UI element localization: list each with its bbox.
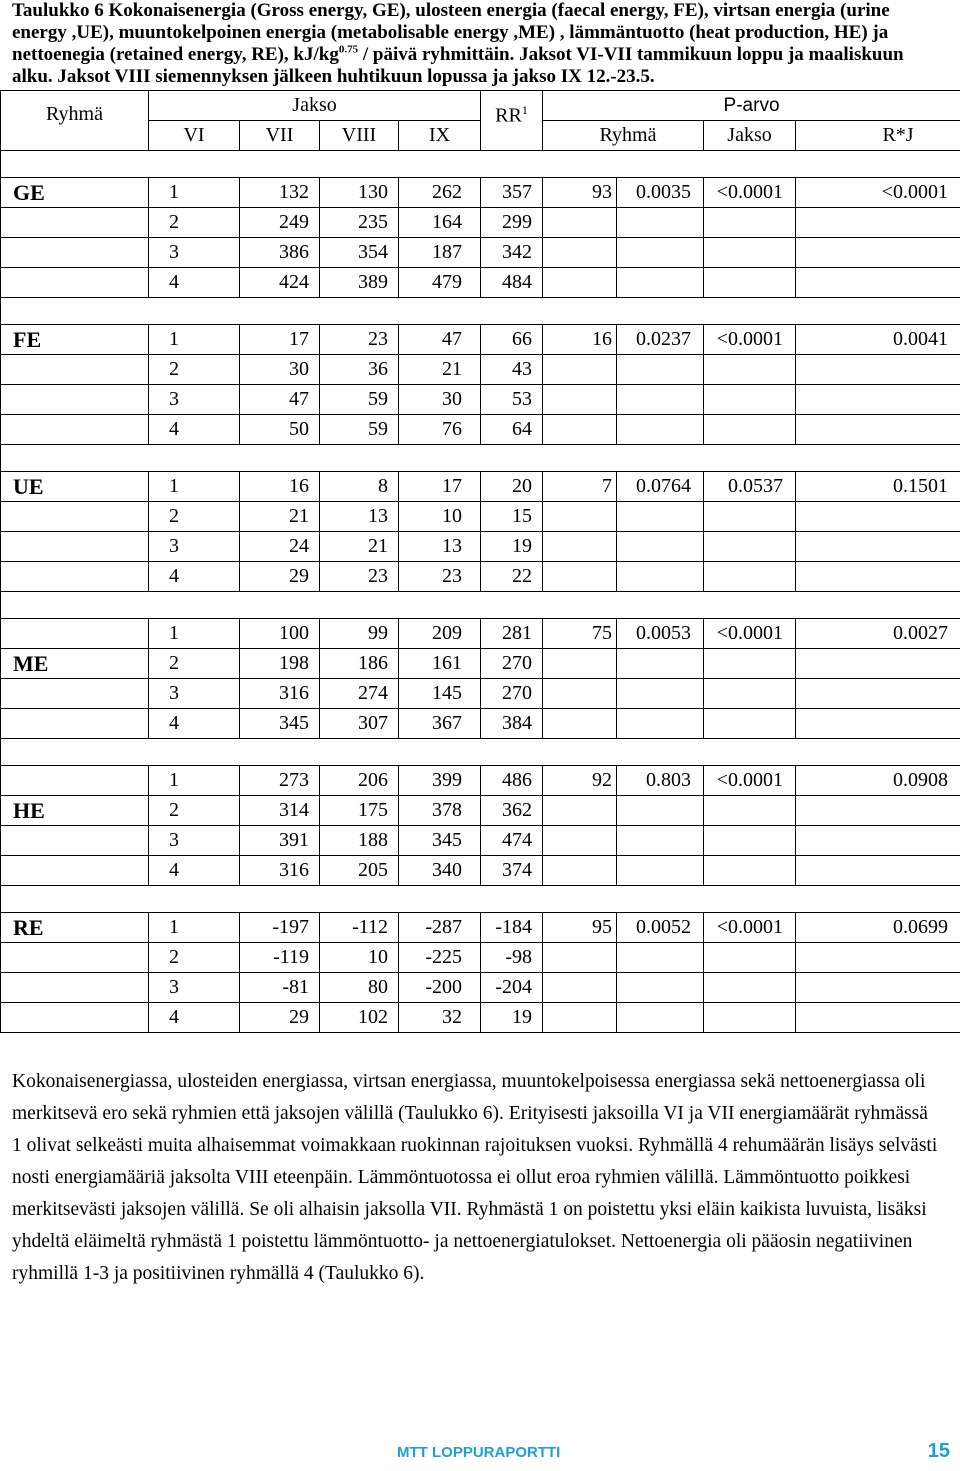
group-spacer-cell — [1, 298, 960, 325]
p-ryhma-cell — [617, 649, 704, 679]
p-ryhma-cell — [617, 856, 704, 886]
period-value-cell: 8 — [320, 472, 399, 502]
p-jakso-cell — [704, 385, 796, 415]
period-value-cell: 23 — [320, 325, 399, 355]
rr-value-cell — [543, 502, 617, 532]
footer-report-name: MTT LOPPURAPORTTI — [397, 1444, 561, 1461]
period-value-cell: 314 — [240, 796, 320, 826]
group-number-cell: 3 — [149, 973, 240, 1003]
table-row — [1, 268, 960, 298]
p-ryhma-cell — [617, 709, 704, 739]
p-rj-cell: 0.0041 — [796, 325, 960, 355]
period-value-cell: 24 — [240, 532, 320, 562]
p-ryhma-cell: 0.0052 — [617, 913, 704, 943]
p-jakso-cell — [704, 268, 796, 298]
group-number-cell: 3 — [149, 532, 240, 562]
period-value-cell: 206 — [320, 766, 399, 796]
p-ryhma-cell — [617, 679, 704, 709]
p-rj-cell — [796, 856, 960, 886]
table-row — [1, 649, 960, 679]
group-label-cell: HE — [1, 796, 149, 826]
rr-value-cell — [543, 238, 617, 268]
header-p-rj: R*J — [796, 121, 960, 151]
group-spacer-row — [1, 592, 960, 619]
table-row — [1, 1003, 960, 1033]
p-rj-cell — [796, 649, 960, 679]
period-value-cell: 345 — [399, 826, 481, 856]
p-jakso-cell — [704, 943, 796, 973]
group-label-cell — [1, 238, 149, 268]
table-row — [1, 709, 960, 739]
energy-table — [0, 90, 960, 1033]
period-value-cell: 17 — [240, 325, 320, 355]
rr-value-cell — [543, 856, 617, 886]
group-number-cell: 4 — [149, 709, 240, 739]
group-spacer-cell — [1, 886, 960, 913]
period-value-cell: 273 — [240, 766, 320, 796]
group-label-cell: RE — [1, 913, 149, 943]
period-value-cell: 59 — [320, 385, 399, 415]
rr-value-cell — [543, 649, 617, 679]
period-value-cell: 36 — [320, 355, 399, 385]
period-value-cell: 479 — [399, 268, 481, 298]
p-ryhma-cell — [617, 268, 704, 298]
rr-value-cell — [543, 1003, 617, 1033]
period-value-cell: 99 — [320, 619, 399, 649]
group-label-cell — [1, 766, 149, 796]
group-spacer-row — [1, 886, 960, 913]
period-value-cell: 29 — [240, 1003, 320, 1033]
group-label-cell — [1, 856, 149, 886]
rr-value-cell — [543, 796, 617, 826]
group-number-cell: 1 — [149, 766, 240, 796]
p-jakso-cell — [704, 1003, 796, 1033]
group-spacer-row — [1, 298, 960, 325]
p-rj-cell — [796, 1003, 960, 1033]
period-value-cell: 281 — [481, 619, 543, 649]
period-value-cell: 13 — [399, 532, 481, 562]
p-jakso-cell: <0.0001 — [704, 178, 796, 208]
group-label-cell — [1, 709, 149, 739]
group-spacer-row — [1, 445, 960, 472]
group-spacer-cell — [1, 739, 960, 766]
period-value-cell: 66 — [481, 325, 543, 355]
group-number-cell: 4 — [149, 856, 240, 886]
period-value-cell: 21 — [320, 532, 399, 562]
group-number-cell: 2 — [149, 502, 240, 532]
period-value-cell: 16 — [240, 472, 320, 502]
p-ryhma-cell — [617, 502, 704, 532]
header-period-vii: VII — [240, 121, 320, 151]
p-ryhma-cell — [617, 1003, 704, 1033]
table-row — [1, 619, 960, 649]
rr-value-cell — [543, 943, 617, 973]
p-jakso-cell — [704, 238, 796, 268]
period-value-cell: 384 — [481, 709, 543, 739]
p-jakso-cell: <0.0001 — [704, 619, 796, 649]
period-value-cell: 249 — [240, 208, 320, 238]
paragraph-text: Kokonaisenergiassa, ulosteiden energiassa, virtsan energiassa, muuntokelpoisessa energiassa sekä nettoenergiassa oli merkitsevä ero sekä ryhmien että jaksojen välillä (Taulukko 6). Erityisesti jaksoilla VI ja VII energiamäärät ryhmässä 1 olivat selkeästi muita alhaisemmat voimakkaan ruokinnan rajoituksen vuoksi. Ryhmällä 4 rehumäärän lisäys selvästi nosti energiamääriä jaksolta VIII eteenpäin. Lämmöntuotossa ei ollut eroa ryhmien välillä. Lämmöntuotto poikkesi merkitsevästi jaksojen välillä. Se oli alhaisin jaksolla VII. Ryhmästä 1 on poistettu yksi eläin kaikista luvuista, lisäksi yhdeltä eläimeltä ryhmästä 1 poistettu lämmöntuotto- ja nettoenergiatulokset. Nettoenergia oli pääosin negatiivinen ryhmillä 1-3 ja positiivinen ryhmällä 4 (Taulukko 6). — [12, 1071, 938, 1284]
period-value-cell: 316 — [240, 679, 320, 709]
group-number-cell: 1 — [149, 619, 240, 649]
rr-value-cell: 93 — [543, 178, 617, 208]
header-p-ryhma: Ryhmä — [543, 121, 704, 151]
period-value-cell: 198 — [240, 649, 320, 679]
period-value-cell: 15 — [481, 502, 543, 532]
p-rj-cell — [796, 562, 960, 592]
rr-value-cell — [543, 562, 617, 592]
period-value-cell: 100 — [240, 619, 320, 649]
p-ryhma-cell: 0.0053 — [617, 619, 704, 649]
p-rj-cell — [796, 943, 960, 973]
group-spacer-cell — [1, 592, 960, 619]
group-number-cell: 1 — [149, 178, 240, 208]
footer-page-number: 15 — [927, 1440, 950, 1462]
table-row — [1, 856, 960, 886]
group-label-cell — [1, 502, 149, 532]
p-rj-cell — [796, 238, 960, 268]
p-jakso-cell — [704, 649, 796, 679]
group-label-cell — [1, 562, 149, 592]
period-value-cell: 345 — [240, 709, 320, 739]
period-value-cell: 19 — [481, 532, 543, 562]
rr-value-cell — [543, 826, 617, 856]
period-value-cell: 188 — [320, 826, 399, 856]
group-number-cell: 1 — [149, 913, 240, 943]
header-ryhma: Ryhmä — [1, 91, 149, 151]
group-label-cell — [1, 208, 149, 238]
table-row — [1, 679, 960, 709]
header-period-viii: VIII — [320, 121, 399, 151]
group-label-cell — [1, 415, 149, 445]
group-number-cell: 3 — [149, 238, 240, 268]
table-row — [1, 325, 960, 355]
table-row — [1, 973, 960, 1003]
header-rr-label: RR — [495, 104, 522, 127]
group-number-cell: 2 — [149, 796, 240, 826]
p-ryhma-cell — [617, 208, 704, 238]
rr-value-cell: 75 — [543, 619, 617, 649]
p-ryhma-cell — [617, 415, 704, 445]
period-value-cell: 270 — [481, 679, 543, 709]
p-rj-cell — [796, 826, 960, 856]
p-ryhma-cell — [617, 826, 704, 856]
table-row — [1, 355, 960, 385]
group-number-cell: 3 — [149, 679, 240, 709]
header-jakso: Jakso — [149, 91, 481, 121]
period-value-cell: 10 — [399, 502, 481, 532]
period-value-cell: 362 — [481, 796, 543, 826]
p-rj-cell: <0.0001 — [796, 178, 960, 208]
group-label-cell: UE — [1, 472, 149, 502]
period-value-cell: 270 — [481, 649, 543, 679]
period-value-cell: 30 — [399, 385, 481, 415]
group-label-cell — [1, 826, 149, 856]
period-value-cell: 30 — [240, 355, 320, 385]
period-value-cell: 43 — [481, 355, 543, 385]
group-number-cell: 2 — [149, 943, 240, 973]
group-number-cell: 4 — [149, 1003, 240, 1033]
p-ryhma-cell: 0.0764 — [617, 472, 704, 502]
period-value-cell: -225 — [399, 943, 481, 973]
period-value-cell: 10 — [320, 943, 399, 973]
period-value-cell: 187 — [399, 238, 481, 268]
period-value-cell: 389 — [320, 268, 399, 298]
caption-exponent: 0.75 — [338, 43, 359, 56]
p-jakso-cell — [704, 856, 796, 886]
period-value-cell: 316 — [240, 856, 320, 886]
p-rj-cell — [796, 679, 960, 709]
p-jakso-cell — [704, 796, 796, 826]
period-value-cell: 21 — [399, 355, 481, 385]
group-label-cell — [1, 973, 149, 1003]
table-row — [1, 562, 960, 592]
p-rj-cell — [796, 796, 960, 826]
p-ryhma-cell — [617, 532, 704, 562]
period-value-cell: 235 — [320, 208, 399, 238]
period-value-cell: 132 — [240, 178, 320, 208]
period-value-cell: 50 — [240, 415, 320, 445]
period-value-cell: 486 — [481, 766, 543, 796]
group-spacer-row — [1, 151, 960, 178]
p-rj-cell — [796, 973, 960, 1003]
body-paragraph — [12, 1066, 942, 1290]
p-ryhma-cell — [617, 796, 704, 826]
p-rj-cell — [796, 532, 960, 562]
period-value-cell: 23 — [320, 562, 399, 592]
group-label-cell — [1, 619, 149, 649]
p-ryhma-cell — [617, 238, 704, 268]
period-value-cell: 32 — [399, 1003, 481, 1033]
period-value-cell: 64 — [481, 415, 543, 445]
p-jakso-cell: <0.0001 — [704, 766, 796, 796]
p-jakso-cell — [704, 709, 796, 739]
group-label-cell — [1, 268, 149, 298]
group-number-cell: 3 — [149, 826, 240, 856]
period-value-cell: 22 — [481, 562, 543, 592]
group-label-cell — [1, 532, 149, 562]
rr-value-cell: 7 — [543, 472, 617, 502]
period-value-cell: 47 — [240, 385, 320, 415]
rr-value-cell — [543, 355, 617, 385]
p-jakso-cell: <0.0001 — [704, 325, 796, 355]
period-value-cell: 186 — [320, 649, 399, 679]
period-value-cell: 205 — [320, 856, 399, 886]
group-label-cell — [1, 1003, 149, 1033]
group-number-cell: 1 — [149, 325, 240, 355]
period-value-cell: 342 — [481, 238, 543, 268]
p-rj-cell: 0.0908 — [796, 766, 960, 796]
table-row — [1, 472, 960, 502]
table-caption — [12, 0, 942, 88]
table-row — [1, 502, 960, 532]
p-jakso-cell — [704, 973, 796, 1003]
rr-value-cell — [543, 973, 617, 1003]
period-value-cell: 59 — [320, 415, 399, 445]
period-value-cell: -98 — [481, 943, 543, 973]
p-ryhma-cell — [617, 973, 704, 1003]
group-number-cell: 2 — [149, 208, 240, 238]
header-rr-footnote: 1 — [521, 103, 528, 117]
p-rj-cell: 0.1501 — [796, 472, 960, 502]
group-number-cell: 2 — [149, 649, 240, 679]
period-value-cell: 47 — [399, 325, 481, 355]
p-rj-cell — [796, 415, 960, 445]
period-value-cell: -119 — [240, 943, 320, 973]
period-value-cell: -81 — [240, 973, 320, 1003]
period-value-cell: 484 — [481, 268, 543, 298]
caption-text-2: / päivä ryhmittäin. Jaksot VI-VII tammikuun loppu ja maaliskuun alku. Jaksot VIII siemennyksen jälkeen huhtikuun lopussa ja jakso IX 12.-23.5. — [12, 44, 904, 87]
table-row — [1, 385, 960, 415]
table-row — [1, 766, 960, 796]
group-number-cell: 4 — [149, 562, 240, 592]
period-value-cell: -112 — [320, 913, 399, 943]
group-number-cell: 4 — [149, 415, 240, 445]
period-value-cell: 130 — [320, 178, 399, 208]
period-value-cell: 354 — [320, 238, 399, 268]
caption-text-1: Taulukko 6 Kokonaisenergia (Gross energy, GE), ulosteen energia (faecal energy, FE), virtsan energia (urine energy ,UE), muuntokelpoinen energia (metabolisable energy ,ME) , lämmäntuotto (heat production, HE) ja nettoenegia (retained energy, RE), kJ/kg — [12, 0, 890, 65]
period-value-cell: 299 — [481, 208, 543, 238]
period-value-cell: 29 — [240, 562, 320, 592]
rr-value-cell — [543, 679, 617, 709]
table-row — [1, 943, 960, 973]
table-row — [1, 913, 960, 943]
rr-value-cell — [543, 268, 617, 298]
group-number-cell: 1 — [149, 472, 240, 502]
p-rj-cell — [796, 355, 960, 385]
group-label-cell: FE — [1, 325, 149, 355]
period-value-cell: 307 — [320, 709, 399, 739]
period-value-cell: 357 — [481, 178, 543, 208]
period-value-cell: 145 — [399, 679, 481, 709]
group-label-cell: ME — [1, 649, 149, 679]
p-ryhma-cell: 0.0035 — [617, 178, 704, 208]
period-value-cell: 175 — [320, 796, 399, 826]
p-jakso-cell — [704, 415, 796, 445]
table-row — [1, 532, 960, 562]
p-rj-cell — [796, 208, 960, 238]
group-number-cell: 4 — [149, 268, 240, 298]
period-value-cell: 164 — [399, 208, 481, 238]
period-value-cell: 13 — [320, 502, 399, 532]
period-value-cell: 102 — [320, 1003, 399, 1033]
group-label-cell — [1, 943, 149, 973]
p-ryhma-cell: 0.0237 — [617, 325, 704, 355]
p-jakso-cell — [704, 502, 796, 532]
period-value-cell: 161 — [399, 649, 481, 679]
period-value-cell: 386 — [240, 238, 320, 268]
period-value-cell: 21 — [240, 502, 320, 532]
period-value-cell: 80 — [320, 973, 399, 1003]
period-value-cell: 399 — [399, 766, 481, 796]
period-value-cell: 274 — [320, 679, 399, 709]
period-value-cell: 262 — [399, 178, 481, 208]
p-jakso-cell — [704, 826, 796, 856]
table-row — [1, 796, 960, 826]
group-label-cell — [1, 355, 149, 385]
period-value-cell: -204 — [481, 973, 543, 1003]
rr-value-cell — [543, 208, 617, 238]
p-rj-cell — [796, 268, 960, 298]
period-value-cell: 76 — [399, 415, 481, 445]
period-value-cell: -184 — [481, 913, 543, 943]
period-value-cell: 424 — [240, 268, 320, 298]
header-p-arvo: P-arvo — [543, 91, 960, 121]
p-jakso-cell — [704, 562, 796, 592]
group-label-cell: GE — [1, 178, 149, 208]
p-rj-cell: 0.0027 — [796, 619, 960, 649]
group-spacer-cell — [1, 445, 960, 472]
period-value-cell: 20 — [481, 472, 543, 502]
group-number-cell: 2 — [149, 355, 240, 385]
period-value-cell: 17 — [399, 472, 481, 502]
p-rj-cell — [796, 709, 960, 739]
period-value-cell: 367 — [399, 709, 481, 739]
p-ryhma-cell — [617, 562, 704, 592]
table-row — [1, 238, 960, 268]
rr-value-cell — [543, 385, 617, 415]
p-rj-cell: 0.0699 — [796, 913, 960, 943]
table-row — [1, 415, 960, 445]
table-row — [1, 208, 960, 238]
p-rj-cell — [796, 502, 960, 532]
group-spacer-cell — [1, 151, 960, 178]
p-jakso-cell: <0.0001 — [704, 913, 796, 943]
p-jakso-cell: 0.0537 — [704, 472, 796, 502]
rr-value-cell: 92 — [543, 766, 617, 796]
rr-value-cell — [543, 532, 617, 562]
p-ryhma-cell: 0.803 — [617, 766, 704, 796]
header-rr — [481, 91, 543, 151]
group-label-cell — [1, 679, 149, 709]
p-jakso-cell — [704, 208, 796, 238]
p-jakso-cell — [704, 355, 796, 385]
header-period-ix: IX — [399, 121, 481, 151]
table-row — [1, 178, 960, 208]
p-ryhma-cell — [617, 943, 704, 973]
p-jakso-cell — [704, 679, 796, 709]
header-period-vi: VI — [149, 121, 240, 151]
period-value-cell: -287 — [399, 913, 481, 943]
group-spacer-row — [1, 739, 960, 766]
rr-value-cell: 16 — [543, 325, 617, 355]
period-value-cell: 209 — [399, 619, 481, 649]
period-value-cell: 378 — [399, 796, 481, 826]
p-jakso-cell — [704, 532, 796, 562]
period-value-cell: -197 — [240, 913, 320, 943]
p-ryhma-cell — [617, 355, 704, 385]
period-value-cell: 374 — [481, 856, 543, 886]
rr-value-cell: 95 — [543, 913, 617, 943]
p-ryhma-cell — [617, 385, 704, 415]
period-value-cell: -200 — [399, 973, 481, 1003]
table-row — [1, 826, 960, 856]
group-label-cell — [1, 385, 149, 415]
period-value-cell: 474 — [481, 826, 543, 856]
period-value-cell: 23 — [399, 562, 481, 592]
header-p-jakso: Jakso — [704, 121, 796, 151]
period-value-cell: 19 — [481, 1003, 543, 1033]
period-value-cell: 340 — [399, 856, 481, 886]
rr-value-cell — [543, 415, 617, 445]
p-rj-cell — [796, 385, 960, 415]
rr-value-cell — [543, 709, 617, 739]
period-value-cell: 53 — [481, 385, 543, 415]
group-number-cell: 3 — [149, 385, 240, 415]
period-value-cell: 391 — [240, 826, 320, 856]
